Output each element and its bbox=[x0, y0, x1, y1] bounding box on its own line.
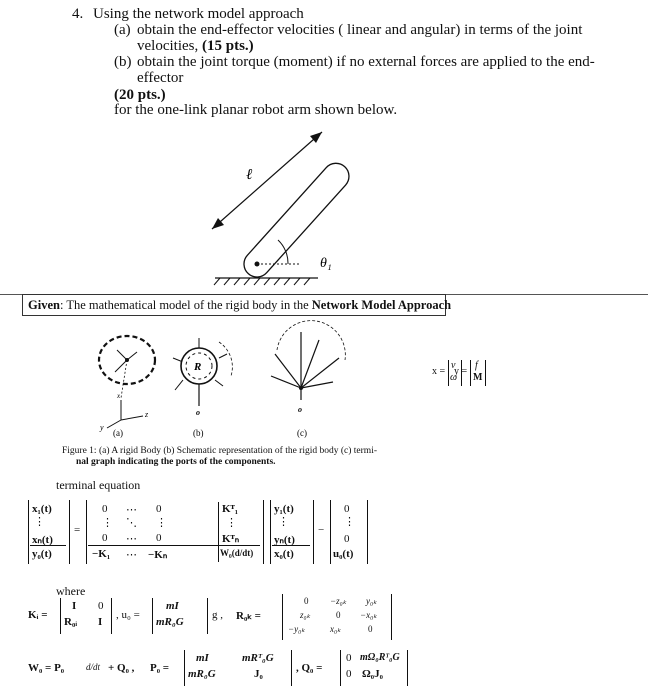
definitions-row2: W₀ = P₀ d/dt + Q₀ , P₀ = mI mRᵀ₀G mR₀G J₀ , Q₀ = 0 mΩ₀Rᵀ₀G 0 Ω₀J₀ bbox=[28, 650, 408, 690]
part-a-points: (15 pts.) bbox=[201, 38, 254, 54]
question-closing: for the one-link planar robot arm shown below. bbox=[114, 102, 398, 118]
svg-text:y: y bbox=[100, 423, 104, 432]
terminal-equation: x₁(t) ⋮ xₙ(t) y₀(t) = 0 ⋯ 0 Kᵀ₁ ⋮ ⋱ ⋮ ⋮ 0 ⋯ 0 Kᵀₙ −K₁ ⋯ −Kₙ W₀(d/dt) y₁(t) ⋮ yₙ(t) x₀(t) − 0 ⋮ 0 u₀(t) bbox=[28, 500, 368, 572]
terminal-graph bbox=[271, 321, 345, 414]
svg-text:z: z bbox=[145, 410, 149, 419]
schematic-node-R bbox=[173, 338, 232, 417]
diagram-label-b: (b) bbox=[193, 428, 204, 438]
diagram-label-a: (a) bbox=[113, 428, 123, 438]
diagram-label-c: (c) bbox=[297, 428, 307, 438]
part-a-line2 bbox=[137, 38, 254, 55]
angle-label: θ₁ bbox=[320, 256, 332, 271]
given-statement bbox=[22, 294, 452, 316]
svg-text:o: o bbox=[196, 408, 200, 417]
where-label: where bbox=[56, 584, 86, 598]
ground bbox=[214, 278, 318, 285]
figure-caption-line1: Figure 1: (a) A rigid Body (b) Schematic representation of the rigid body (c) termi- bbox=[62, 446, 377, 456]
given-prefix: Given bbox=[28, 298, 60, 312]
part-b-line1: obtain the joint torque (moment) if no external forces are applied to the end- bbox=[137, 54, 595, 70]
part-b-line2: effector bbox=[137, 70, 184, 86]
given-bold-text: Network Model Approach bbox=[311, 298, 452, 312]
svg-text:x: x bbox=[117, 392, 121, 400]
network-model-diagram bbox=[95, 320, 415, 440]
question-title: Using the network model approach bbox=[93, 6, 304, 22]
node-R-label: R bbox=[194, 361, 202, 373]
svg-text:o: o bbox=[298, 405, 302, 414]
rigid-body-sketch bbox=[99, 336, 155, 432]
part-b-label: (b) bbox=[114, 54, 132, 70]
part-a-line2-text: velocities, bbox=[137, 38, 199, 54]
figure-caption-line2: nal graph indicating the ports of the components. bbox=[76, 457, 276, 467]
definitions-row1: Kᵢ = I 0 R₀ᵢ I , u₀ = mI mR₀G g , R₀ₖ = 0 −z₀ₖ y₀ₖ z₀ₖ 0 −x₀ₖ −y₀ₖ x₀ₖ 0 bbox=[28, 596, 398, 640]
length-label: ℓ bbox=[246, 167, 253, 183]
terminal-equation-label: terminal equation bbox=[56, 478, 141, 492]
given-text: : The mathematical model of the rigid body in the bbox=[59, 298, 312, 312]
question-number: 4. bbox=[72, 6, 84, 22]
part-a-line1: obtain the end-effector velocities ( linear and angular) in terms of the joint bbox=[137, 22, 583, 38]
part-a-label: (a) bbox=[114, 22, 131, 38]
robot-arm-figure bbox=[200, 122, 370, 287]
part-b-points: (20 pts.) bbox=[114, 87, 166, 103]
